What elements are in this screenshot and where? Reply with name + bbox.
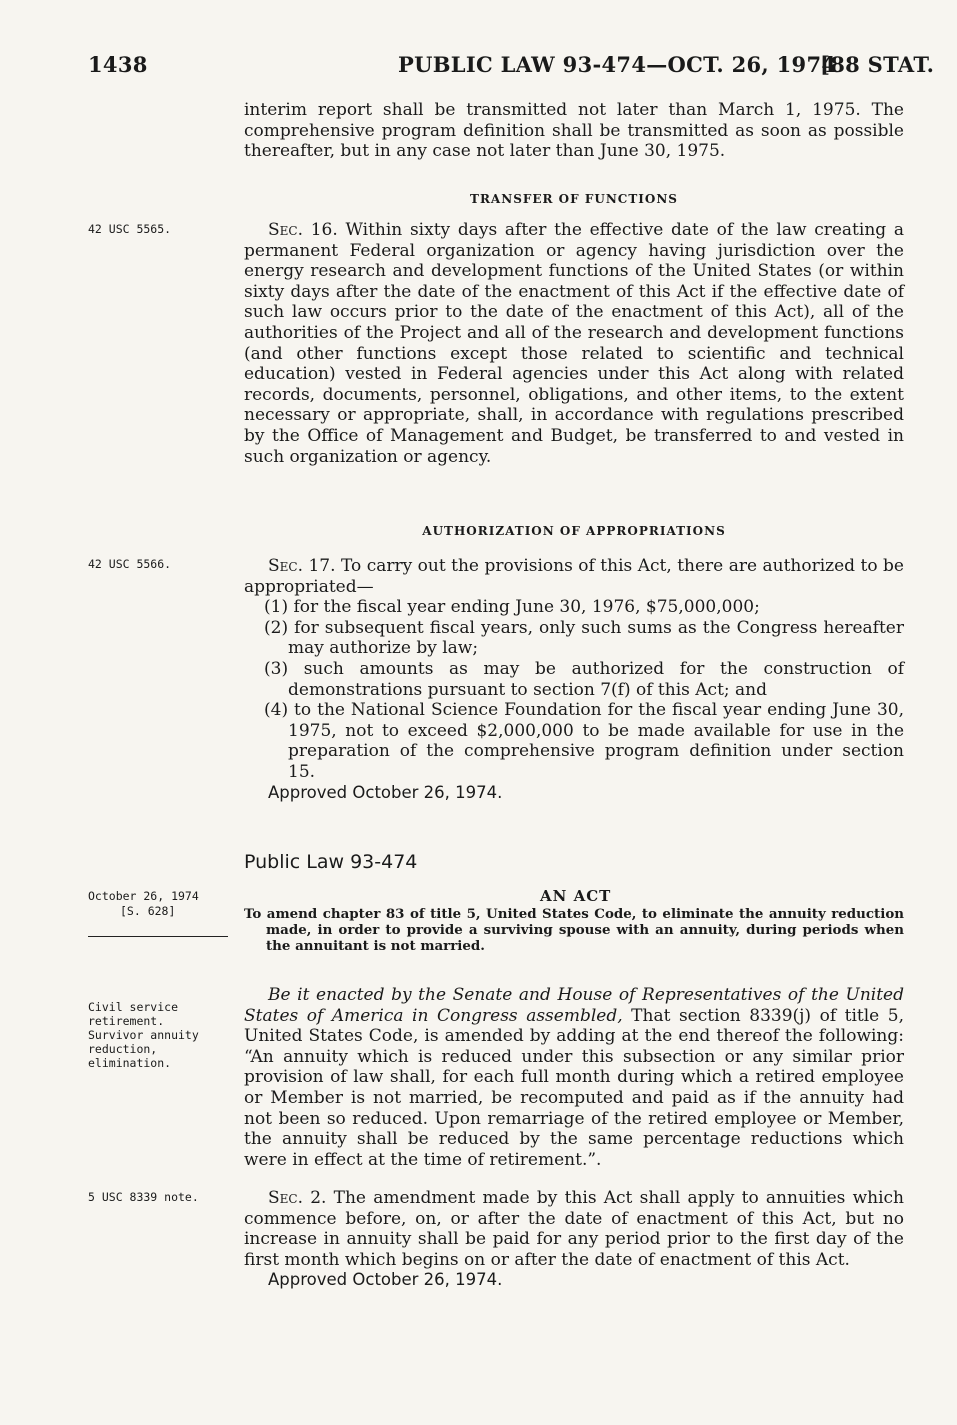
margin-note-survivor-annuity: Survivor annuity reduction, elimination.	[88, 1028, 199, 1070]
enacting-block	[244, 985, 904, 1170]
appropriation-item: (1) for the fiscal year ending June 30, 1976, $75,000,000;	[264, 597, 760, 618]
public-law-title: Public Law 93-474	[244, 851, 418, 873]
section-16-label: Sec. 16.	[268, 220, 338, 240]
enacting-text: That section 8339(j) of title 5, United States Code, is amended by adding at the end thereof the following: “An annuity which is reduced under this subsection or any similar prior provision of law shall, for each full month during which a retired employee or Member is not married, be recomputed and paid as if the annuity had not been so reduced. Upon remarriage of the retired employee or Member, the annuity shall be reduced by the same percentage reductions which were in effect at the time of retirement.”.	[244, 1005, 904, 1170]
appropriation-item: (2) for subsequent fiscal years, only such sums as the Congress hereafter may authorize by law;	[264, 617, 904, 659]
statute-reference: [88 STAT.	[820, 52, 935, 77]
section-16-heading: TRANSFER OF FUNCTIONS	[470, 192, 678, 206]
section-17-margin-note: 42 USC 5566.	[88, 557, 172, 571]
approved-line-2: Approved October 26, 1974.	[268, 1270, 503, 1290]
section-2-label: Sec. 2.	[268, 1188, 327, 1208]
appropriation-item: (4) to the National Science Foundation for the fiscal year ending June 30, 1975, not to exceed $2,000,000 to be made available for use in the preparation of the comprehensive program definition under section 15.	[264, 700, 904, 782]
section-16-margin-note: 42 USC 5565.	[88, 222, 172, 236]
section-16-text: Within sixty days after the effective date of the law creating a permanent Federal organization or agency having jurisdiction over the energy research and development functions of the United States (or within sixty days after the date of the enactment of this Act if the effective date of such law occurs prior to the date of the enactment of this Act), all of the authorities of the Project and all of the research and development functions (and other functions except those related to scientific and technical education) vested in Federal agencies under this Act along with related records, documents, personnel, obligations, and other items, to the extent necessary or appropriate, shall, in accordance with regulations prescribed by the Office of Management and Budget, be transferred to and vested in such organization or agency.	[244, 220, 905, 467]
margin-note-civil-service: Civil service retirement.	[88, 1000, 179, 1028]
section-2-text: The amendment made by this Act shall apply to annuities which commence before, on, or after the date of enactment of this Act, but no increase in annuity shall be paid for any period prior to the first day of the first month which begins on or after the date of enactment of this Act.	[244, 1188, 904, 1270]
section-17-label: Sec. 17.	[268, 556, 336, 576]
appropriation-item: (3) such amounts as may be authorized for the construction of demonstrations pursuant to section 7(f) of this Act; and	[264, 658, 904, 700]
date-margin-note: October 26, 1974	[88, 889, 199, 903]
page-number: 1438	[88, 52, 148, 77]
appropriation-items	[244, 597, 904, 782]
an-act-heading: AN ACT	[540, 887, 612, 905]
section-16-body	[244, 220, 904, 467]
enacting-clause: Be it enacted by the Senate and House of Representatives of the United States of America in Congress assembled,	[244, 985, 904, 1026]
running-title: PUBLIC LAW 93-474—OCT. 26, 1974	[398, 52, 837, 77]
approved-line-1: Approved October 26, 1974.	[268, 782, 503, 802]
section-2-margin-note: 5 USC 8339 note.	[88, 1190, 199, 1204]
act-purpose-block	[244, 906, 904, 954]
section-17-heading: AUTHORIZATION OF APPROPRIATIONS	[422, 524, 726, 538]
section-17-text: To carry out the provisions of this Act, there are authorized to be appropriated—	[244, 556, 904, 597]
section-2-body	[244, 1188, 904, 1291]
act-purpose: To amend chapter 83 of title 5, United States Code, to eliminate the annuity reduction made, in order to provide a surviving spouse with an annuity, during periods when the annuitant is not married.	[244, 906, 904, 954]
top-paragraph: interim report shall be transmitted not later than March 1, 1975. The comprehensive program definition shall be transmitted as soon as possible thereafter, but in any case not later than June 30, 1975.	[244, 100, 904, 162]
section-17-body	[244, 556, 904, 803]
margin-divider	[88, 936, 228, 937]
top-paragraph-block	[244, 100, 904, 162]
bill-margin-note: [S. 628]	[120, 904, 176, 918]
